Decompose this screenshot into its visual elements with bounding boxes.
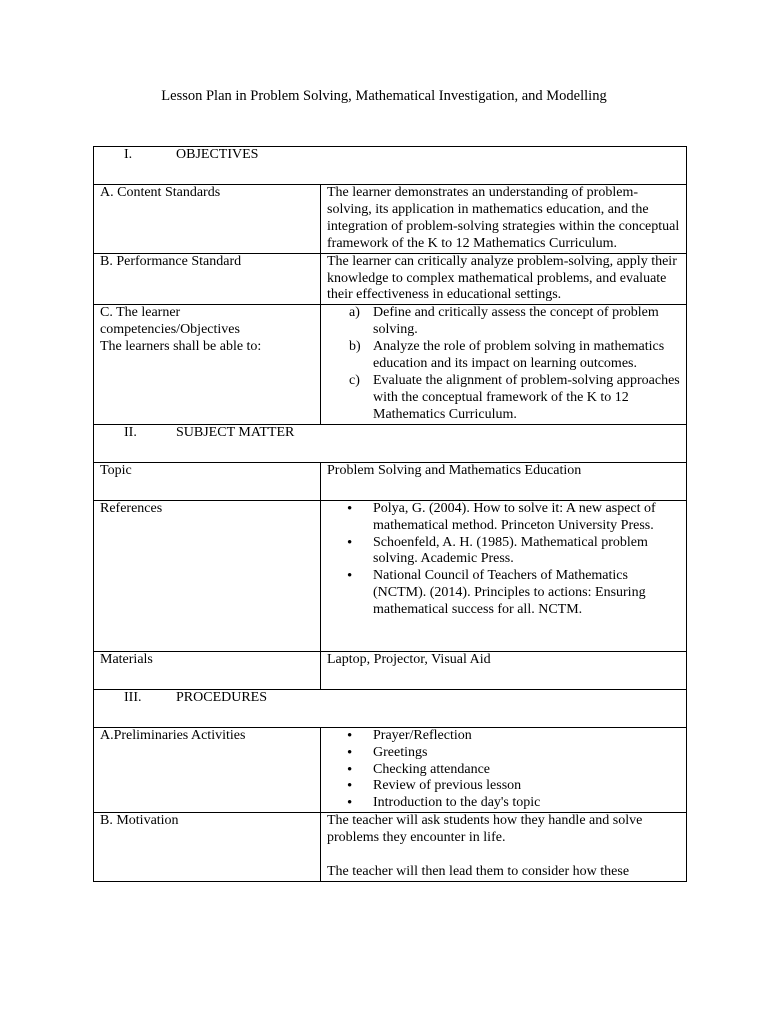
- section-header-subject-matter: [94, 424, 687, 462]
- list-item-text: Define and critically assess the concept of problem solving.: [373, 305, 659, 338]
- motivation-row: [94, 813, 687, 882]
- section-heading: PROCEDURES: [176, 689, 268, 705]
- section-header-procedures: [94, 689, 687, 727]
- section-numeral: I.: [124, 147, 133, 162]
- list-item: • Review of previous lesson: [373, 778, 680, 795]
- section-numeral: III.: [124, 689, 142, 705]
- row-label: Topic: [94, 462, 321, 500]
- content-standards-row: [94, 185, 687, 254]
- list-item: • Checking attendance: [373, 762, 680, 779]
- row-label: A.Preliminaries Activities: [94, 727, 321, 813]
- list-item: [349, 372, 680, 424]
- section-heading: OBJECTIVES: [176, 147, 259, 162]
- page-title: Lesson Plan in Problem Solving, Mathematical Investigation, and Modelling: [161, 88, 607, 104]
- row-content: [321, 813, 687, 882]
- list-item: • Prayer/Reflection: [373, 728, 680, 745]
- list-marker: a): [349, 305, 360, 321]
- objectives-list: [327, 305, 680, 423]
- row-label: B. Performance Standard: [94, 253, 321, 305]
- list-item-text: Evaluate the alignment of problem-solving approaches with the conceptual framework of the K to 12 Mathematics Curriculum.: [373, 372, 680, 422]
- row-content: [321, 727, 687, 813]
- list-item: • National Council of Teachers of Mathematics (NCTM). (2014). Principles to actions: Ensuring mathematical success for all. NCTM.: [373, 568, 680, 619]
- row-content: [321, 500, 687, 651]
- competencies-sublabel: The learners shall be able to:: [100, 339, 262, 355]
- row-content: [321, 305, 687, 424]
- preliminaries-row: [94, 727, 687, 813]
- row-label: References: [94, 500, 321, 651]
- list-item-text: Analyze the role of problem solving in mathematics education and its impact on learning outcomes.: [373, 339, 665, 372]
- row-label: Materials: [94, 651, 321, 689]
- row-content: Laptop, Projector, Visual Aid: [321, 651, 687, 689]
- row-label: [94, 305, 321, 424]
- competencies-row: [94, 305, 687, 424]
- list-item: • Introduction to the day's topic: [373, 795, 680, 812]
- list-marker: b): [349, 339, 361, 355]
- list-marker: c): [349, 372, 360, 388]
- motivation-paragraph: The teacher will ask students how they handle and solve problems they encounter in life.: [327, 813, 643, 846]
- row-content: Problem Solving and Mathematics Education: [321, 462, 687, 500]
- section-numeral: II.: [124, 424, 137, 440]
- list-item: • Schoenfeld, A. H. (1985). Mathematical problem solving. Academic Press.: [373, 535, 680, 569]
- row-content: The learner demonstrates an understanding of problem-solving, its application in mathematics education, and the integration of problem-solving strategies within the conceptual framework of the K to 12 Mathematics Curriculum.: [321, 185, 687, 254]
- row-label: B. Motivation: [94, 813, 321, 882]
- lesson-plan-table: [93, 146, 687, 882]
- list-item: • Greetings: [373, 745, 680, 762]
- list-item: [349, 339, 680, 373]
- competencies-label: C. The learner competencies/Objectives: [100, 305, 240, 338]
- row-label: A. Content Standards: [94, 185, 321, 254]
- list-item: [349, 305, 680, 339]
- section-heading: SUBJECT MATTER: [176, 424, 295, 440]
- preliminaries-list: [327, 728, 680, 813]
- motivation-paragraph: The teacher will then lead them to consider how these: [327, 864, 630, 880]
- materials-row: [94, 651, 687, 689]
- performance-standard-row: [94, 253, 687, 305]
- section-header-objectives: [94, 147, 687, 185]
- row-content: The learner can critically analyze problem-solving, apply their knowledge to complex mathematical problems, and evaluate their effectiveness in educational settings.: [321, 253, 687, 305]
- topic-row: [94, 462, 687, 500]
- list-item: • Polya, G. (2004). How to solve it: A new aspect of mathematical method. Princeton University Press.: [373, 501, 680, 535]
- references-row: [94, 500, 687, 651]
- references-list: [327, 501, 680, 619]
